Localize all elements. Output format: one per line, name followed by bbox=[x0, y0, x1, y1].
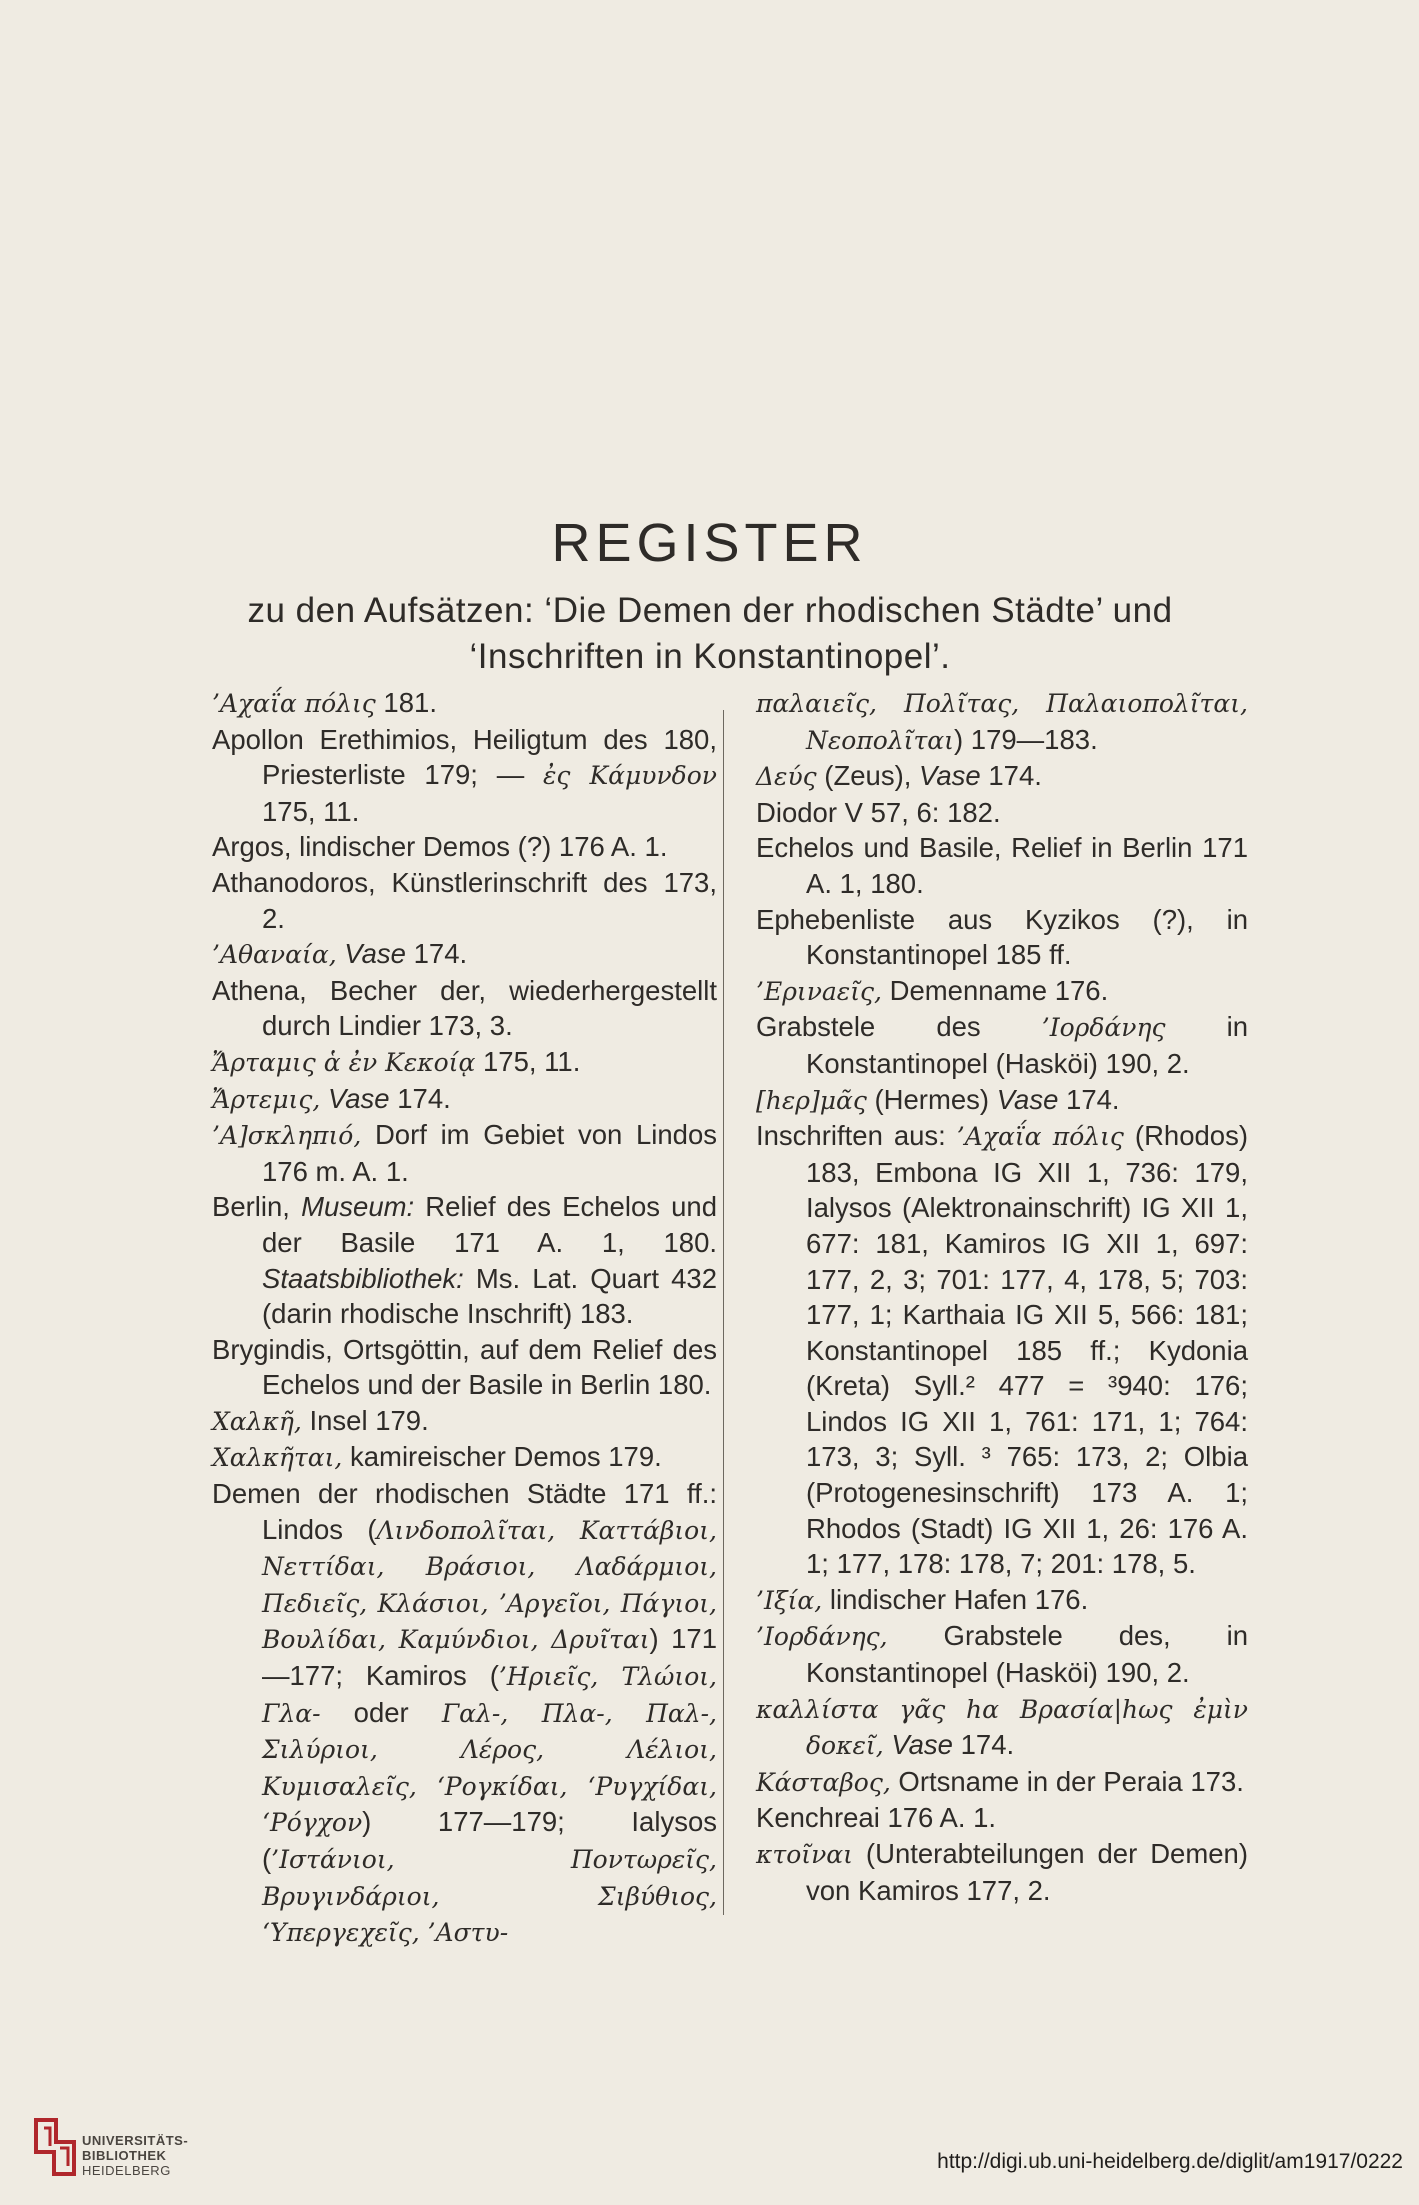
index-entry bbox=[212, 1403, 717, 1440]
index-entry bbox=[212, 973, 717, 1044]
greek-term: ’Αχαΐα πόλις bbox=[212, 689, 376, 718]
greek-term: Ἄρτεμις, bbox=[212, 1084, 321, 1114]
column-divider bbox=[723, 710, 724, 1915]
entry-text: Athanodoros, Künstlerinschrift des 173, 2. bbox=[212, 866, 717, 934]
entry-text: Relief des Echelos und der Basile 171 A. 1, 180. bbox=[262, 1191, 717, 1258]
greek-term: ’Ερινaεῖς, bbox=[756, 976, 882, 1006]
index-entry bbox=[212, 685, 717, 722]
italic-term: Vase bbox=[891, 1729, 953, 1761]
entry-text: Athena, Becher der, wiederhergestellt durch Lindier 173, 3. bbox=[212, 974, 717, 1042]
index-entry bbox=[212, 1439, 717, 1476]
entry-text: Diodor V 57, 6: 182. bbox=[756, 796, 1001, 828]
greek-term: Κάσταβος, bbox=[756, 1767, 891, 1797]
library-name-line: HEIDELBERG bbox=[82, 2163, 171, 2178]
entry-text: 175, 11. bbox=[262, 795, 360, 827]
greek-term: ’Α]σκληπιό, bbox=[212, 1121, 362, 1151]
greek-term: Ἄρταμις ἁ ἐν Κεκοίᾳ bbox=[212, 1047, 476, 1077]
entry-text: lindischer Hafen 176. bbox=[822, 1583, 1089, 1615]
italic-term: Vase bbox=[996, 1083, 1059, 1115]
greek-term: ’Αθαναία, bbox=[212, 940, 337, 970]
entry-text: 181. bbox=[375, 687, 437, 718]
index-entry bbox=[756, 1582, 1248, 1619]
library-name bbox=[82, 2133, 188, 2178]
entry-text: Demen der rhodischen Städte 171 ff.: Lindos ( bbox=[212, 1478, 717, 1545]
entry-text: Grabstele des, in Konstantinopel (Hasköi) 190, 2. bbox=[806, 1620, 1248, 1689]
greek-term: [ℎερ]μᾶς bbox=[756, 1085, 867, 1115]
entry-text bbox=[320, 1083, 328, 1114]
library-name-line: UNIVERSITÄTS- bbox=[82, 2133, 189, 2148]
index-column-left bbox=[212, 685, 717, 1951]
greek-term: Γαλ-, Πλα-, Παλ-, Σιλύριοι, Λέρος, Λέλιοι, Κυμισαλεῖς, ‘Ρογκίδαι, ‘Ρυγχίδαι, ‘Ρόγχον bbox=[262, 1698, 717, 1838]
entry-text: Grabstele des bbox=[756, 1011, 1042, 1043]
index-entry bbox=[756, 1764, 1248, 1801]
source-url-link[interactable]: http://digi.ub.uni-heidelberg.de/diglit/am1917/0222 bbox=[937, 2150, 1403, 2173]
index-entry bbox=[212, 829, 717, 865]
page-title: REGISTER bbox=[551, 513, 868, 573]
entry-text: Echelos und Basile, Relief in Berlin 171 A. 1, 180. bbox=[756, 832, 1248, 899]
greek-term: ’Ιορδάνης bbox=[1041, 1013, 1166, 1043]
index-entry bbox=[756, 973, 1248, 1010]
greek-term: ἐς Κάμυνδον bbox=[542, 761, 717, 791]
index-entry bbox=[212, 1476, 717, 1951]
entry-text: 174. bbox=[405, 938, 468, 970]
index-entry bbox=[756, 1800, 1248, 1836]
italic-term: Staatsbibliothek: bbox=[262, 1262, 464, 1294]
index-entry bbox=[756, 1009, 1248, 1081]
index-entry bbox=[212, 1081, 717, 1118]
index-entry bbox=[756, 1618, 1248, 1690]
entry-text: Demenname 176. bbox=[881, 974, 1109, 1006]
greek-term: καλλίστα γᾶς ℎα Βρασία|ℎως ἐμὶν δοκεῖ, bbox=[756, 1694, 1248, 1761]
library-logo-icon bbox=[30, 2112, 80, 2182]
greek-term: Λινδοπολῖται, Καττάβιοι, Νεττίδαι, Βράσιοι, Λαδάρμιοι, Πεδιεῖς, Κλάσιοι, ’Αργεῖοι, Πάγιοι, Βουλίδαι, Καμύνδιοι, Δρυῖται bbox=[262, 1515, 717, 1655]
greek-term: Δεύς bbox=[756, 762, 817, 792]
entry-text: Insel 179. bbox=[301, 1404, 429, 1436]
index-entry bbox=[756, 830, 1248, 901]
entry-text: Argos, lindischer Demos (?) 176 A. 1. bbox=[212, 831, 668, 863]
greek-term: κτοῖναι bbox=[756, 1840, 853, 1869]
entry-text: oder bbox=[320, 1696, 442, 1728]
greek-term: ’Αχαΐα πόλις bbox=[956, 1122, 1124, 1152]
entry-text: (Rhodos) 183, Embona IG XII 1, 736: 179, Ialysos (Alektronainschrift) IG XII 1, 677: 181, Kamiros IG XII 1, 697: 177, 2, 3; 701: 177, 4, 178, 5; 703: 177, 1; Karthaia IG XII 5, 566: 181; Konstantinopel 185 ff.; Kydonia (Kreta) Syll.² 477 = ³940: 176; Lindos IG XII 1, 761: 171, 1; 764: 173, 3; Syll. ³ 765: 173, 2; Olbia (Protogenesinschrift) 173 A. 1; Rhodos (Stadt) IG XII 1, 26: 176 A. 1; 177, 178: 178, 7; 201: 178, 5. bbox=[806, 1120, 1249, 1580]
index-entry bbox=[756, 902, 1248, 973]
index-entry bbox=[212, 1044, 717, 1081]
greek-term: ’Ιξία, bbox=[756, 1585, 823, 1615]
entry-text: (Unterabteilungen der Demen) von Kamiros 177, 2. bbox=[806, 1838, 1248, 1906]
index-entry bbox=[212, 722, 717, 830]
entry-text: Kenchreai 176 A. 1. bbox=[756, 1802, 997, 1834]
entry-text: kamireischer Demos 179. bbox=[342, 1441, 662, 1473]
entry-text: (Zeus), bbox=[816, 760, 920, 792]
index-entry bbox=[756, 685, 1248, 758]
entry-text: Ms. Lat. Quart 432 (darin rhodische Inschrift) 183. bbox=[262, 1262, 717, 1330]
index-entry bbox=[756, 1082, 1248, 1119]
entry-text: 175, 11. bbox=[475, 1045, 581, 1077]
entry-text: ) 179—183. bbox=[954, 723, 1098, 755]
entry-text: Apollon Erethimios, Heiligtum des 180, Priesterliste 179; — bbox=[212, 723, 717, 791]
entry-text: (Hermes) bbox=[866, 1083, 997, 1115]
index-entry bbox=[212, 865, 717, 936]
entry-text: Inschriften aus: bbox=[756, 1120, 957, 1152]
index-entry bbox=[212, 1332, 717, 1403]
italic-term: Museum: bbox=[301, 1191, 415, 1223]
entry-text: 174. bbox=[952, 1729, 1015, 1761]
library-name-line: BIBLIOTHEK bbox=[82, 2148, 167, 2163]
entry-text: in Konstantinopel (Hasköi) 190, 2. bbox=[806, 1011, 1248, 1079]
entry-text: ) 177—179; Ialysos ( bbox=[262, 1806, 717, 1874]
greek-term: ’Ηριεῖς, Τλώιοι, Γλα- bbox=[262, 1662, 717, 1728]
entry-text: 174. bbox=[980, 760, 1042, 792]
greek-term: Χαλκῆ, bbox=[212, 1406, 302, 1436]
entry-text: Dorf im Gebiet von Lindos 176 m. A. 1. bbox=[262, 1119, 717, 1187]
index-entry bbox=[756, 795, 1248, 831]
greek-term: ’Ιστάνιοι, Ποντωρεῖς, Βρυγινδάριοι, Σιβύθιος, ‘Υπεργεχεῖς, ’Αστυ- bbox=[262, 1845, 717, 1948]
greek-term: Χαλκῆται, bbox=[212, 1443, 343, 1473]
index-entry bbox=[212, 936, 717, 973]
index-entry bbox=[756, 1118, 1248, 1582]
index-entry bbox=[756, 758, 1248, 795]
page-subtitle: zu den Aufsätzen: ‘Die Demen der rhodischen Städte’ und ‘Inschriften in Konstantinopel’. bbox=[247, 591, 1173, 676]
index-entry bbox=[212, 1189, 717, 1331]
entry-text: Ortsname in der Peraia 173. bbox=[890, 1765, 1244, 1797]
index-entry bbox=[756, 1836, 1248, 1908]
entry-text: Ephebenliste aus Kyzikos (?), in Konstantinopel 185 ff. bbox=[756, 903, 1248, 971]
italic-term: Vase bbox=[344, 938, 406, 970]
index-entry bbox=[212, 1117, 717, 1189]
italic-term: Vase bbox=[919, 760, 981, 792]
italic-term: Vase bbox=[327, 1082, 390, 1114]
entry-text: ) 171—177; Kamiros ( bbox=[262, 1623, 717, 1692]
entry-text: Berlin, bbox=[212, 1191, 302, 1223]
entry-text: 174. bbox=[1058, 1083, 1120, 1115]
index-entry bbox=[756, 1691, 1248, 1764]
entry-text: Brygindis, Ortsgöttin, auf dem Relief des Echelos und der Basile in Berlin 180. bbox=[212, 1333, 717, 1401]
greek-term: ’Ιορδάνης, bbox=[756, 1622, 888, 1652]
greek-term: παλαιεῖς, Πολῖτας, Παλαιοπολῖται, Νεοπολῖται bbox=[756, 689, 1248, 755]
index-column-right bbox=[756, 685, 1248, 1908]
entry-text: 174. bbox=[389, 1082, 451, 1114]
